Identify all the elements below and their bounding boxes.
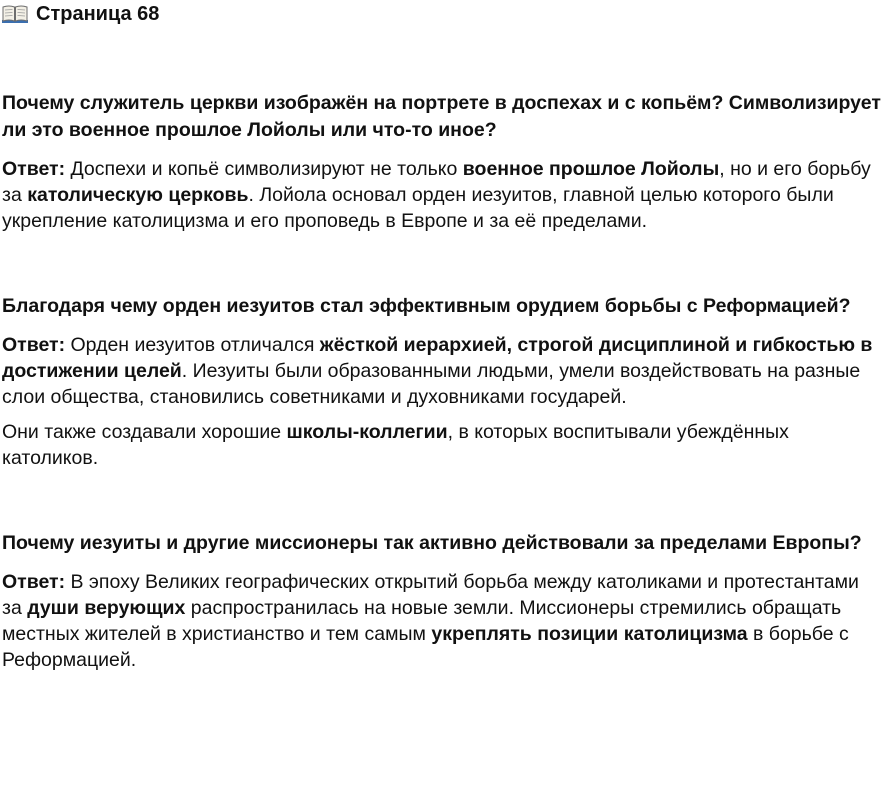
body-text: , но и его борьбу за [2, 158, 871, 206]
body-text: , в которых воспитывали убеждённых католиков. [2, 421, 789, 469]
open-book-icon [2, 4, 28, 24]
answer-paragraph [2, 332, 882, 410]
answer-paragraph [2, 569, 882, 673]
page-title: Страница 68 [36, 2, 160, 25]
emphasized-text: жёсткой иерархией, строгой дисциплиной и гибкостью в достижении целей [2, 334, 873, 382]
body-text: Они также создавали хорошие [2, 421, 287, 443]
emphasized-text: Ответ: [2, 571, 66, 593]
body-text: Орден иезуитов отличался [65, 334, 320, 356]
body-text: . Иезуиты были образованными людьми, умели воздействовать на разные слои общества, становились советниками и духовниками государей. [2, 360, 861, 408]
question-heading: Почему иезуиты и другие миссионеры так активно действовали за пределами Европы? [2, 532, 862, 554]
emphasized-text: школы-коллегии [286, 421, 448, 443]
answer-paragraph [2, 156, 882, 234]
question-heading: Благодаря чему орден иезуитов стал эффективным орудием борьбы с Реформацией? [2, 295, 851, 317]
body-text: в борьбе с Реформацией. [2, 623, 849, 671]
emphasized-text: военное прошлое Лойолы [462, 158, 720, 180]
qa-section-2 [2, 293, 882, 471]
body-text: распространилась на новые земли. Миссионеры стремились обращать местных жителей в христианство и тем самым [2, 597, 842, 645]
qa-section-3 [2, 530, 882, 673]
answer-paragraph-continued [2, 419, 882, 471]
page-header [2, 0, 882, 28]
emphasized-text: католическую церковь [27, 184, 249, 206]
qa-section-1 [2, 90, 882, 234]
body-text: . Лойола основал орден иезуитов, главной целью которого были укрепление католицизма и его проповедь в Европе и за её пределами. [2, 184, 834, 232]
question-heading: Почему служитель церкви изображён на портрете в доспехах и с копьём? Символизирует ли это военное прошлое Лойолы или что-то иное? [2, 92, 881, 141]
emphasized-text: укреплять позиции католицизма [431, 623, 748, 645]
body-text: В эпоху Великих географических открытий борьба между католиками и протестантами за [2, 571, 859, 619]
body-text: Доспехи и копьё символизируют не только [65, 158, 463, 180]
emphasized-text: души верующих [27, 597, 186, 619]
emphasized-text: Ответ: [2, 158, 66, 180]
emphasized-text: Ответ: [2, 334, 66, 356]
